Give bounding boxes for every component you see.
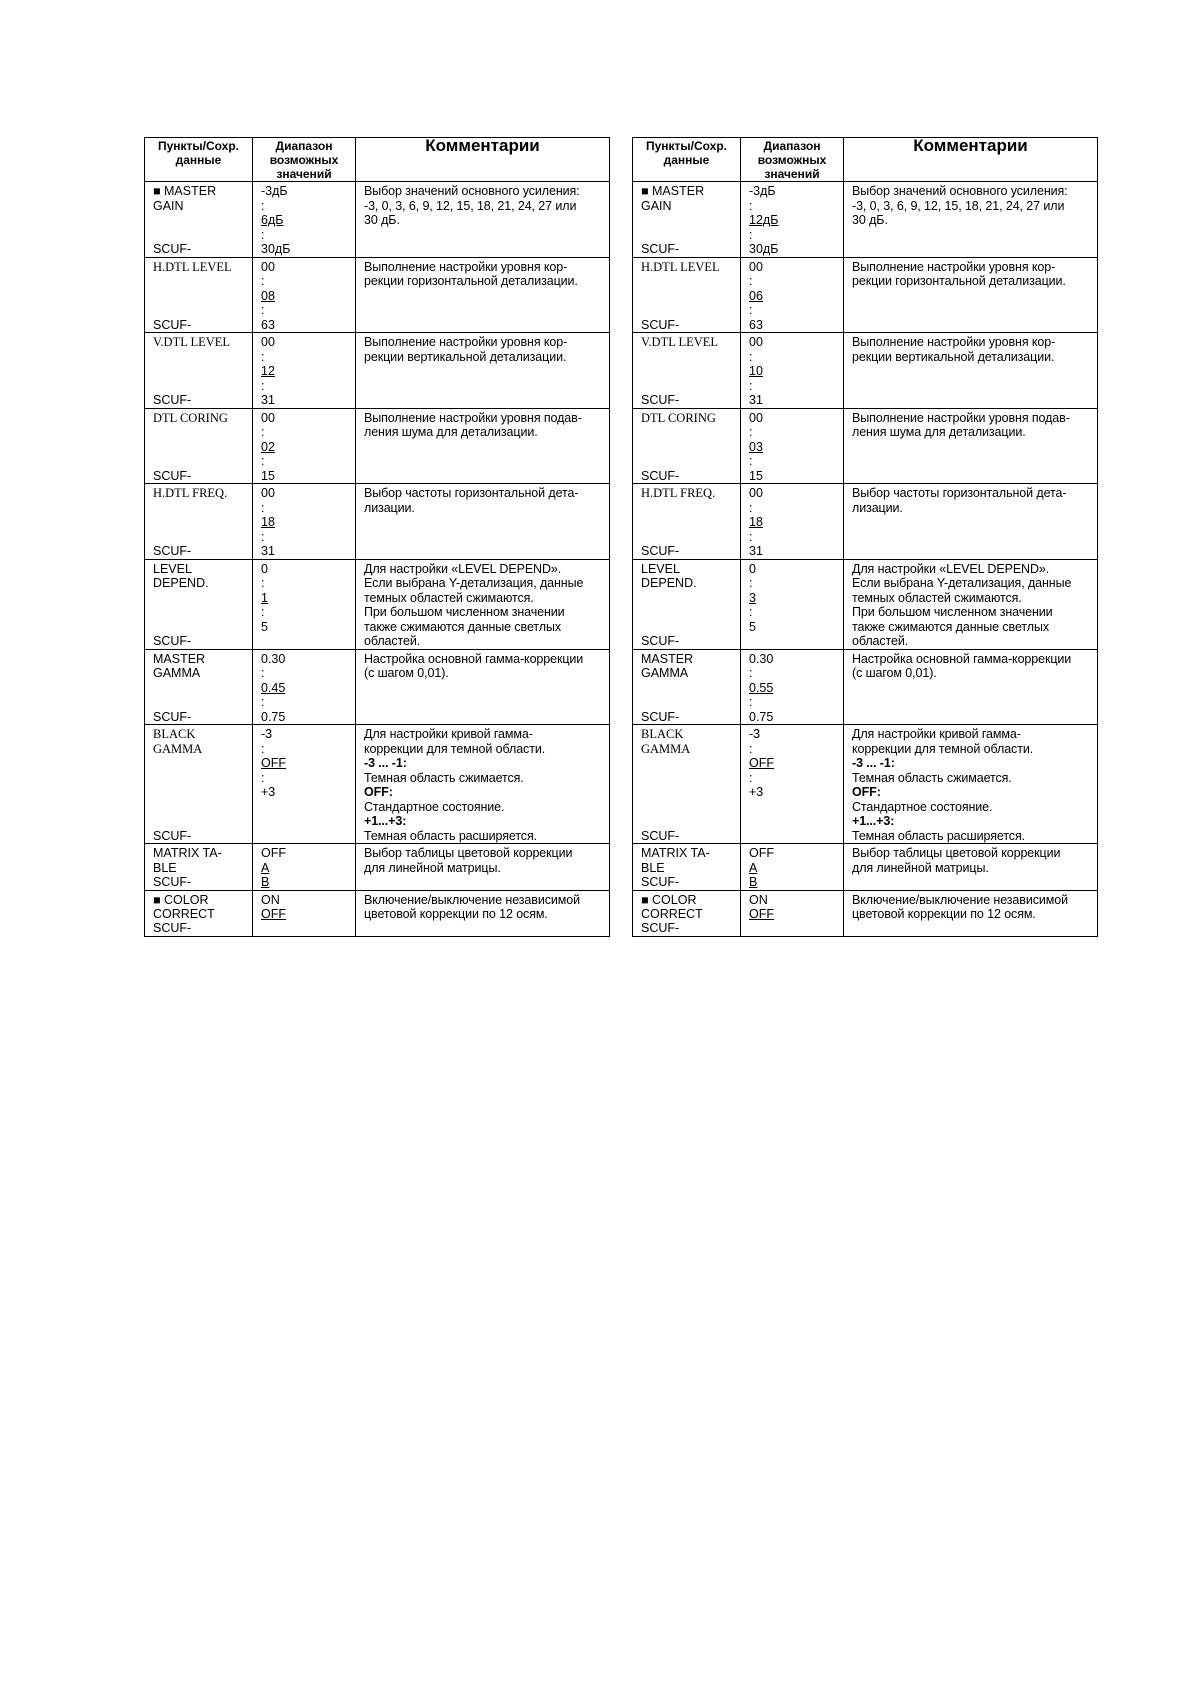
range-value: :: [261, 741, 265, 756]
comment-line: Выбор частоты горизонтальной дета-: [364, 486, 579, 500]
range-value: A: [749, 860, 758, 875]
default-value: 0.55: [749, 680, 774, 695]
range-value: 0.30: [261, 651, 286, 666]
item-cell: [633, 725, 741, 844]
default-value: 12: [261, 364, 275, 378]
item-name: ■ MASTER GAIN: [641, 184, 705, 213]
range-cell: [741, 257, 844, 333]
comment-cell: [356, 408, 610, 484]
scuf-label: SCUF-: [641, 828, 680, 843]
comment-line: для линейной матрицы.: [364, 860, 501, 875]
range-cell: [253, 257, 356, 333]
comment-cell: [844, 257, 1098, 333]
item-cell: [633, 182, 741, 258]
range-value: 0.75: [749, 709, 774, 724]
range-value: 30дБ: [261, 242, 291, 256]
range-value: :: [749, 198, 753, 213]
range-value: :: [749, 378, 753, 393]
comment-line: рекции вертикальной детализации.: [364, 349, 567, 364]
comment-line: Настройка основной гамма-коррекции: [852, 651, 1072, 666]
item-name: MATRIX TA- BLE: [641, 846, 710, 875]
comment-line: рекции горизонтальной детализации.: [852, 274, 1066, 288]
comment-line: OFF:: [852, 785, 881, 799]
range-value: 0: [261, 561, 268, 576]
range-value: :: [261, 378, 265, 393]
range-value: :: [261, 500, 265, 515]
comment-line: Темная область сжимается.: [852, 770, 1012, 785]
range-value: :: [261, 303, 265, 317]
item-cell: [145, 844, 253, 891]
table-row: [633, 408, 1098, 484]
range-cell: [253, 333, 356, 409]
range-cell: [253, 408, 356, 484]
header-comment: Комментарии: [356, 138, 610, 182]
default-value: 3: [749, 590, 756, 605]
range-value: :: [749, 454, 753, 468]
range-value: :: [261, 274, 265, 288]
comment-line: Выполнение настройки уровня кор-: [852, 335, 1056, 349]
range-value: +3: [749, 785, 764, 799]
comment-line: Включение/выключение независимой: [364, 892, 580, 907]
table-header-row: [145, 138, 610, 182]
range-value: -3: [749, 727, 761, 741]
scuf-label: SCUF-: [641, 634, 680, 648]
range-value: :: [261, 454, 265, 468]
table-row: [145, 333, 610, 409]
comment-line: Стандартное состояние.: [852, 799, 993, 814]
comment-line: Выполнение настройки уровня кор-: [364, 335, 568, 349]
default-value: 06: [749, 288, 763, 303]
table-row: [145, 257, 610, 333]
item-name: V.DTL LEVEL: [641, 335, 719, 349]
scuf-label: SCUF-: [153, 393, 192, 407]
table-row: [633, 725, 1098, 844]
table-row: [633, 257, 1098, 333]
item-cell: [633, 649, 741, 725]
comment-line: Выбор значений основного усиления:: [364, 184, 580, 198]
item-cell: [633, 890, 741, 936]
item-name: MASTER GAMMA: [641, 651, 694, 680]
comment-line: коррекции для темной области.: [852, 741, 1034, 756]
scuf-label: SCUF-: [153, 709, 192, 724]
comment-cell: [844, 484, 1098, 560]
range-value: :: [261, 529, 265, 544]
scuf-label: SCUF-: [641, 317, 680, 332]
comment-line: Настройка основной гамма-коррекции: [364, 651, 584, 666]
comment-line: областей.: [364, 634, 421, 648]
comment-cell: [356, 333, 610, 409]
range-value: :: [749, 695, 753, 709]
range-cell: [253, 649, 356, 725]
comment-line: Выполнение настройки уровня подав-: [364, 410, 582, 425]
range-value: 00: [261, 259, 275, 274]
scuf-label: SCUF-: [641, 544, 680, 558]
range-cell: [253, 890, 356, 936]
range-value: :: [749, 274, 753, 288]
comment-line: Выбор таблицы цветовой коррекции: [364, 846, 573, 860]
range-value: 0: [749, 561, 756, 576]
range-value: -3дБ: [749, 184, 776, 198]
range-value: ON: [749, 892, 768, 907]
comment-line: лизации.: [364, 500, 415, 515]
comment-cell: [844, 725, 1098, 844]
table-row: [145, 844, 610, 891]
item-name: DTL CORING: [153, 410, 228, 425]
comment-line: цветовой коррекции по 12 осям.: [364, 907, 548, 921]
comment-line: -3 ... -1:: [364, 756, 407, 770]
default-value: OFF: [261, 756, 286, 770]
default-value: 02: [261, 439, 275, 454]
comment-line: рекции вертикальной детализации.: [852, 349, 1055, 364]
default-value: B: [749, 875, 758, 889]
item-cell: [145, 257, 253, 333]
range-value: :: [749, 227, 753, 242]
scuf-label: SCUF-: [153, 875, 192, 889]
comment-cell: [356, 649, 610, 725]
range-value: -3дБ: [261, 184, 288, 198]
comment-cell: [356, 844, 610, 891]
comment-cell: [356, 484, 610, 560]
comment-cell: [844, 649, 1098, 725]
comment-line: 30 дБ.: [852, 213, 888, 227]
item-cell: [145, 649, 253, 725]
comment-line: (с шагом 0,01).: [364, 666, 449, 680]
item-cell: [633, 257, 741, 333]
comment-line: Для настройки кривой гамма-: [852, 727, 1021, 741]
item-name: H.DTL LEVEL: [153, 259, 232, 274]
range-cell: [741, 559, 844, 649]
range-cell: [741, 182, 844, 258]
range-value: 31: [261, 544, 275, 558]
range-value: 00: [749, 259, 763, 274]
scuf-label: SCUF-: [641, 921, 680, 935]
scuf-label: SCUF-: [153, 634, 192, 648]
comment-line: 30 дБ.: [364, 213, 400, 227]
range-value: OFF: [749, 846, 774, 860]
header-item: Пункты/Сохр. данные: [633, 138, 741, 182]
scuf-label: SCUF-: [153, 242, 192, 256]
default-value: 18: [749, 515, 763, 529]
range-value: :: [261, 770, 265, 785]
range-cell: [253, 559, 356, 649]
comment-cell: [844, 182, 1098, 258]
range-value: 30дБ: [749, 242, 779, 256]
comment-line: Для настройки кривой гамма-: [364, 727, 533, 741]
default-value: OFF: [749, 907, 774, 921]
range-value: :: [261, 576, 265, 590]
comment-line: также сжимаются данные светлых: [364, 619, 561, 634]
scuf-label: SCUF-: [153, 468, 192, 483]
range-value: :: [749, 303, 753, 317]
scuf-label: SCUF-: [153, 828, 192, 843]
comment-line: ления шума для детализации.: [852, 425, 1026, 439]
table-row: [633, 333, 1098, 409]
comment-line: Для настройки «LEVEL DEPEND».: [852, 561, 1050, 576]
range-value: 63: [749, 317, 763, 332]
item-name: ■ COLOR CORRECT: [153, 892, 215, 921]
range-value: 00: [749, 410, 763, 425]
table-row: [633, 844, 1098, 891]
item-name: LEVEL DEPEND.: [153, 561, 209, 590]
table-row: [145, 649, 610, 725]
comment-cell: [844, 333, 1098, 409]
comment-line: Темная область расширяется.: [852, 828, 1025, 843]
default-value: 10: [749, 364, 763, 378]
table-row: [145, 559, 610, 649]
range-value: +3: [261, 785, 276, 799]
default-value: 6дБ: [261, 213, 284, 227]
item-cell: [145, 725, 253, 844]
range-cell: [741, 890, 844, 936]
range-value: 00: [261, 410, 275, 425]
comment-line: Выбор значений основного усиления:: [852, 184, 1068, 198]
comment-line: -3, 0, 3, 6, 9, 12, 15, 18, 21, 24, 27 или: [364, 198, 577, 213]
comment-line: (с шагом 0,01).: [852, 666, 937, 680]
range-value: 63: [261, 317, 275, 332]
header-range: Диапазон возможных значений: [253, 138, 356, 182]
range-value: ON: [261, 892, 280, 907]
range-value: :: [749, 666, 753, 680]
comment-line: Выбор частоты горизонтальной дета-: [852, 486, 1067, 500]
default-value: 08: [261, 288, 275, 303]
range-value: 5: [261, 619, 268, 634]
range-value: :: [749, 741, 753, 756]
scuf-label: SCUF-: [153, 544, 192, 558]
range-value: :: [261, 227, 265, 242]
range-cell: [253, 844, 356, 891]
comment-line: Включение/выключение независимой: [852, 892, 1068, 907]
range-value: A: [261, 860, 270, 875]
item-cell: [145, 408, 253, 484]
item-cell: [145, 890, 253, 936]
item-cell: [633, 333, 741, 409]
comment-line: -3, 0, 3, 6, 9, 12, 15, 18, 21, 24, 27 или: [852, 198, 1065, 213]
comment-line: Выполнение настройки уровня кор-: [852, 259, 1056, 274]
range-value: :: [749, 349, 753, 364]
item-name: H.DTL LEVEL: [641, 259, 720, 274]
comment-cell: [356, 890, 610, 936]
item-name: BLACK GAMMA: [641, 727, 691, 756]
item-name: MASTER GAMMA: [153, 651, 206, 680]
default-value: 0.45: [261, 680, 286, 695]
table-row: [145, 484, 610, 560]
table-row: [145, 408, 610, 484]
range-value: :: [261, 349, 265, 364]
header-item: Пункты/Сохр. данные: [145, 138, 253, 182]
comment-cell: [844, 408, 1098, 484]
table-row: [633, 649, 1098, 725]
range-value: :: [749, 529, 753, 544]
item-cell: [633, 559, 741, 649]
table-row: [145, 890, 610, 936]
range-value: 0.75: [261, 709, 286, 724]
range-value: 31: [261, 393, 275, 407]
default-value: 03: [749, 439, 763, 454]
table-row: [633, 182, 1098, 258]
range-cell: [253, 725, 356, 844]
range-value: 00: [749, 486, 763, 500]
scuf-label: SCUF-: [153, 921, 192, 935]
item-cell: [145, 559, 253, 649]
settings-table-left: [144, 137, 610, 937]
range-value: :: [749, 770, 753, 785]
table-row: [633, 484, 1098, 560]
comment-line: Выполнение настройки уровня кор-: [364, 259, 568, 274]
range-cell: [741, 844, 844, 891]
comment-line: коррекции для темной области.: [364, 741, 546, 756]
item-name: H.DTL FREQ.: [641, 486, 716, 500]
scuf-label: SCUF-: [641, 709, 680, 724]
scuf-label: SCUF-: [641, 242, 680, 256]
comment-cell: [356, 182, 610, 258]
item-name: ■ COLOR CORRECT: [641, 892, 703, 921]
range-cell: [253, 182, 356, 258]
comment-line: При большом численном значении: [852, 605, 1053, 619]
range-value: 5: [749, 619, 756, 634]
default-value: OFF: [749, 756, 774, 770]
default-value: OFF: [261, 907, 286, 921]
header-comment: Комментарии: [844, 138, 1098, 182]
comment-line: ления шума для детализации.: [364, 425, 538, 439]
comment-line: +1...+3:: [364, 814, 407, 828]
comment-cell: [844, 844, 1098, 891]
range-value: OFF: [261, 846, 286, 860]
item-cell: [145, 333, 253, 409]
comment-line: также сжимаются данные светлых: [852, 619, 1049, 634]
comment-cell: [356, 257, 610, 333]
range-value: 00: [749, 335, 763, 349]
comment-line: Если выбрана Y-детализация, данные: [364, 576, 584, 590]
comment-cell: [356, 725, 610, 844]
comment-line: +1...+3:: [852, 814, 895, 828]
scuf-label: SCUF-: [641, 875, 680, 889]
item-name: LEVEL DEPEND.: [641, 561, 697, 590]
item-cell: [633, 484, 741, 560]
item-name: H.DTL FREQ.: [153, 486, 228, 500]
comment-line: Темная область расширяется.: [364, 828, 537, 843]
range-value: :: [261, 425, 265, 439]
comment-line: цветовой коррекции по 12 осям.: [852, 907, 1036, 921]
range-cell: [741, 484, 844, 560]
comment-line: OFF:: [364, 785, 393, 799]
range-cell: [253, 484, 356, 560]
range-value: :: [749, 576, 753, 590]
range-value: 31: [749, 393, 763, 407]
comment-line: Выбор таблицы цветовой коррекции: [852, 846, 1061, 860]
comment-line: Темная область сжимается.: [364, 770, 524, 785]
comment-cell: [844, 559, 1098, 649]
scuf-label: SCUF-: [641, 393, 680, 407]
comment-line: При большом численном значении: [364, 605, 565, 619]
range-value: -3: [261, 727, 273, 741]
range-value: 15: [749, 468, 763, 483]
scuf-label: SCUF-: [641, 468, 680, 483]
table-row: [633, 890, 1098, 936]
comment-line: темных областей сжимаются.: [852, 590, 1022, 605]
item-cell: [633, 844, 741, 891]
range-value: 31: [749, 544, 763, 558]
range-value: :: [261, 695, 265, 709]
range-value: 00: [261, 486, 275, 500]
comment-line: темных областей сжимаются.: [364, 590, 534, 605]
item-name: BLACK GAMMA: [153, 727, 203, 756]
comment-line: областей.: [852, 634, 909, 648]
default-value: 12дБ: [749, 213, 779, 227]
comment-line: рекции горизонтальной детализации.: [364, 274, 578, 288]
comment-line: Стандартное состояние.: [364, 799, 505, 814]
range-value: :: [261, 605, 265, 619]
table-row: [633, 559, 1098, 649]
item-cell: [145, 484, 253, 560]
comment-line: для линейной матрицы.: [852, 860, 989, 875]
range-value: :: [261, 666, 265, 680]
range-cell: [741, 725, 844, 844]
default-value: 1: [261, 590, 268, 605]
comment-line: Для настройки «LEVEL DEPEND».: [364, 561, 562, 576]
item-name: DTL CORING: [641, 410, 716, 425]
comment-cell: [844, 890, 1098, 936]
range-value: 15: [261, 468, 275, 483]
comment-line: лизации.: [852, 500, 903, 515]
comment-line: -3 ... -1:: [852, 756, 895, 770]
range-value: 0.30: [749, 651, 774, 666]
table-row: [145, 182, 610, 258]
item-name: ■ MASTER GAIN: [153, 184, 217, 213]
item-cell: [145, 182, 253, 258]
table-header-row: [633, 138, 1098, 182]
range-value: 00: [261, 335, 275, 349]
item-cell: [633, 408, 741, 484]
item-name: MATRIX TA- BLE: [153, 846, 222, 875]
range-cell: [741, 649, 844, 725]
range-value: :: [749, 605, 753, 619]
comment-line: Если выбрана Y-детализация, данные: [852, 576, 1072, 590]
range-value: :: [749, 425, 753, 439]
scuf-label: SCUF-: [153, 317, 192, 332]
range-cell: [741, 408, 844, 484]
comment-line: Выполнение настройки уровня подав-: [852, 410, 1070, 425]
range-value: :: [749, 500, 753, 515]
comment-cell: [356, 559, 610, 649]
settings-table-right: [632, 137, 1098, 937]
default-value: B: [261, 875, 270, 889]
header-range: Диапазон возможных значений: [741, 138, 844, 182]
table-row: [145, 725, 610, 844]
default-value: 18: [261, 515, 275, 529]
range-cell: [741, 333, 844, 409]
range-value: :: [261, 198, 265, 213]
item-name: V.DTL LEVEL: [153, 335, 231, 349]
